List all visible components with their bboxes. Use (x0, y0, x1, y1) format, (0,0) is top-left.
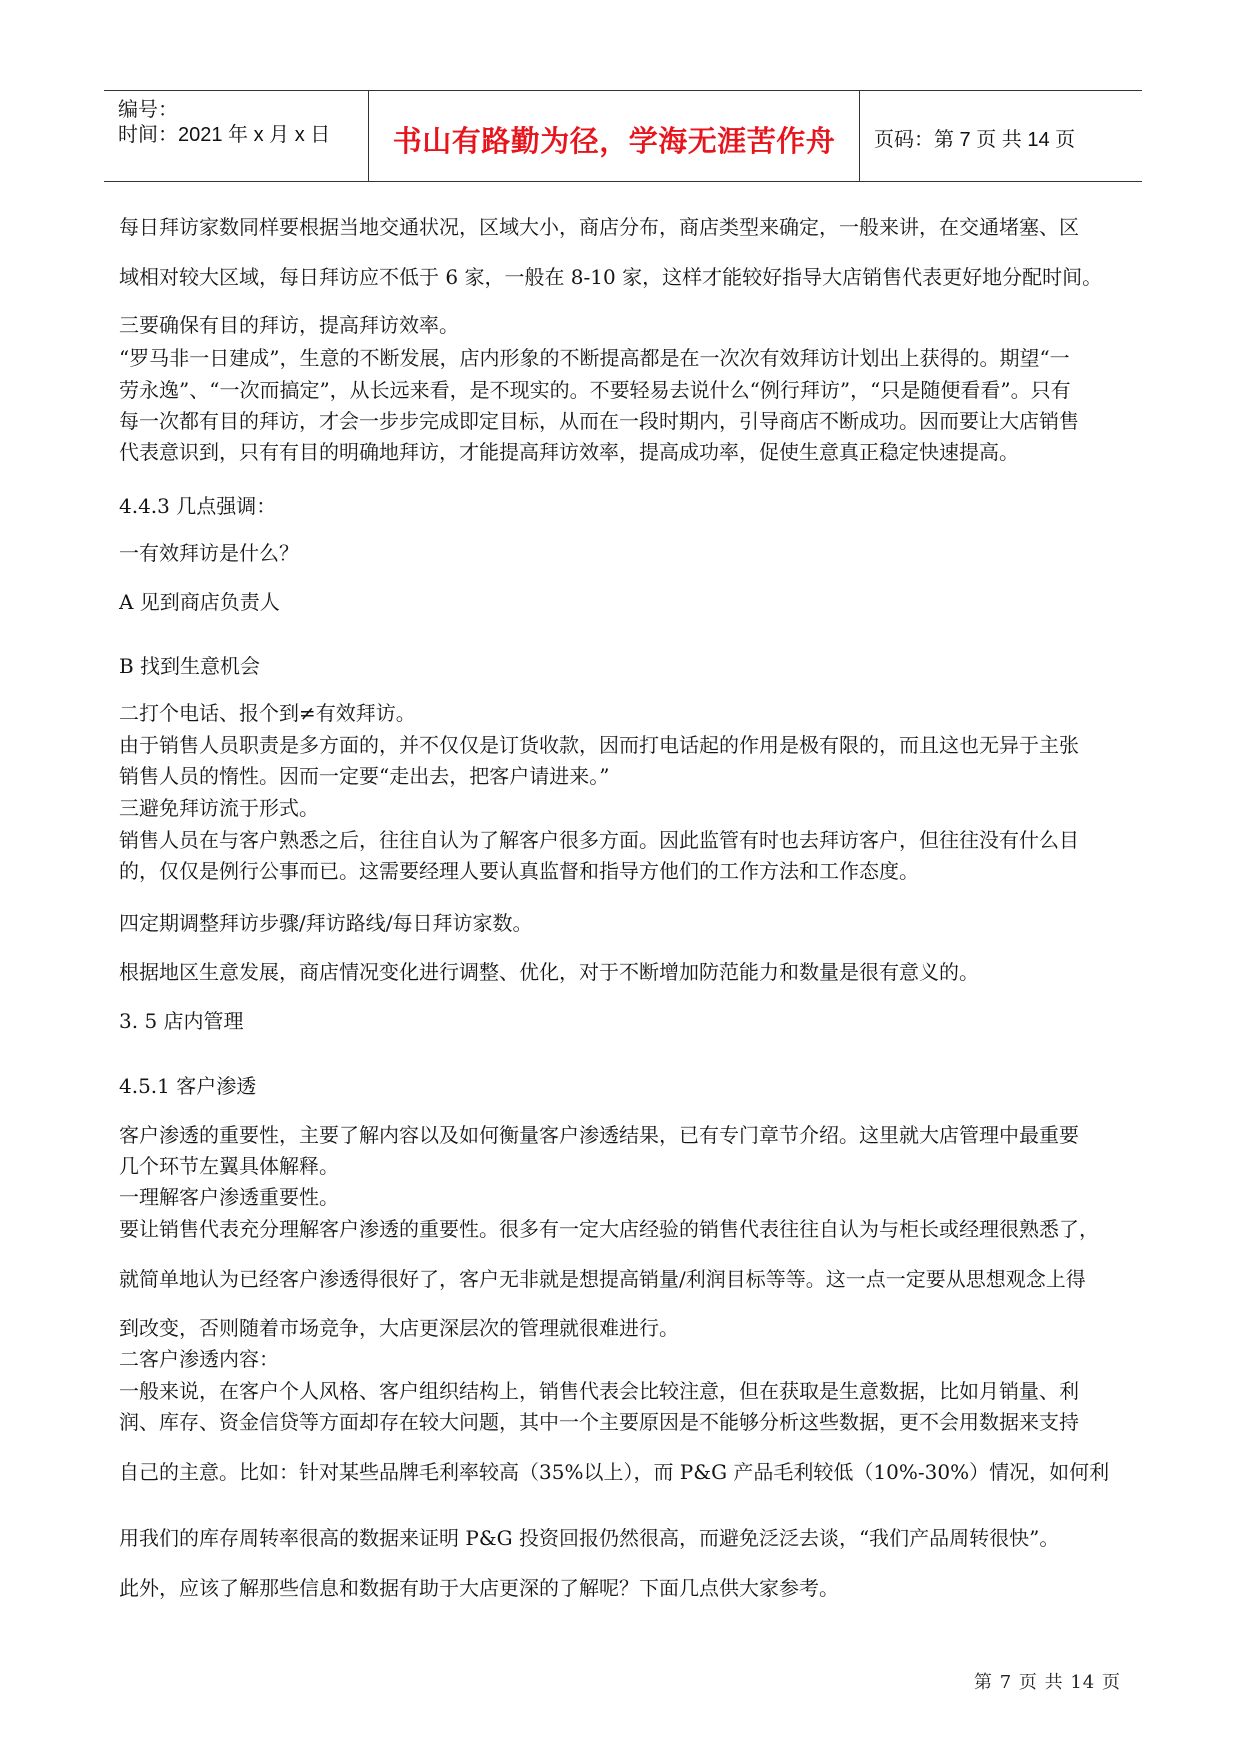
header-page-number: 页码：第 7 页 共 14 页 (874, 129, 1076, 151)
body-line: 3. 5 店内管理 (119, 1009, 244, 1033)
body-line: 四定期调整拜访步骤/拜访路线/每日拜访家数。 (119, 911, 533, 935)
document-number-label: 编号： (118, 99, 178, 121)
body-line: 到改变，否则随着市场竞争，大店更深层次的管理就很难进行。 (119, 1316, 679, 1340)
body-line: 由于销售人员职责是多方面的，并不仅仅是订货收款，因而打电话起的作用是极有限的，而且这也无异于主张 (119, 733, 1079, 757)
body-line: 三避免拜访流于形式。 (119, 796, 319, 820)
body-line: 销售人员在与客户熟悉之后，往往自认为了解客户很多方面。因此监管有时也去拜访客户，但往往没有什么目 (119, 828, 1079, 852)
page-header (104, 90, 1142, 182)
page-footer: 第 7 页 共 14 页 (974, 1672, 1121, 1693)
body-line: 几个环节左翼具体解释。 (119, 1154, 339, 1178)
body-line: 4.5.1 客户渗透 (119, 1074, 257, 1098)
body-line: 每日拜访家数同样要根据当地交通状况，区域大小，商店分布，商店类型来确定，一般来讲，在交通堵塞、区 (119, 215, 1079, 239)
body-line: 润、库存、资金信贷等方面却存在较大问题，其中一个主要原因是不能够分析这些数据，更不会用数据来支持 (119, 1410, 1079, 1434)
body-line: 的，仅仅是例行公事而已。这需要经理人要认真监督和指导方他们的工作方法和工作态度。 (119, 859, 919, 883)
body-line: 一理解客户渗透重要性。 (119, 1185, 339, 1209)
body-line: 4.4.3 几点强调： (119, 494, 277, 518)
body-line: 就简单地认为已经客户渗透得很好了，客户无非就是想提高销量/利润目标等等。这一点一定要从思想观念上得 (119, 1267, 1086, 1291)
body-line: 代表意识到，只有有目的明确地拜访，才能提高拜访效率，提高成功率，促使生意真正稳定快速提高。 (119, 440, 1019, 464)
body-line: 要让销售代表充分理解客户渗透的重要性。很多有一定大店经验的销售代表往往自认为与柜长或经理很熟悉了， (119, 1217, 1099, 1241)
header-motto-cell (368, 91, 860, 181)
body-line: 二客户渗透内容： (119, 1347, 279, 1371)
body-line: 二打个电话、报个到≠有效拜访。 (119, 701, 416, 725)
body-line: B 找到生意机会 (119, 654, 261, 678)
body-line: 域相对较大区域，每日拜访应不低于 6 家，一般在 8-10 家，这样才能较好指导大店销售代表更好地分配时间。 (119, 265, 1103, 289)
body-line: 一般来说，在客户个人风格、客户组织结构上，销售代表会比较注意，但在获取是生意数据，比如月销量、利 (119, 1379, 1079, 1403)
document-time-label: 时间：2021 年 x 月 x 日 (118, 124, 331, 146)
body-line: A 见到商店负责人 (119, 590, 280, 614)
body-line: 客户渗透的重要性，主要了解内容以及如何衡量客户渗透结果，已有专门章节介绍。这里就大店管理中最重要 (119, 1123, 1079, 1147)
body-line: 一有效拜访是什么？ (119, 541, 299, 565)
body-line: 根据地区生意发展，商店情况变化进行调整、优化，对于不断增加防范能力和数量是很有意义的。 (119, 960, 979, 984)
body-line: 用我们的库存周转率很高的数据来证明 P&G 投资回报仍然很高，而避免泛泛去谈，“我们产品周转很快”。 (119, 1526, 1060, 1550)
body-line: 劳永逸”、“一次而搞定”，从长远来看，是不现实的。不要轻易去说什么“例行拜访”，“只是随便看看”。只有 (119, 378, 1071, 402)
body-line: “罗马非一日建成”，生意的不断发展，店内形象的不断提高都是在一次次有效拜访计划出上获得的。期望“一 (119, 346, 1070, 370)
header-motto: 书山有路勤为径，学海无涯苦作舟 (392, 124, 836, 158)
header-meta (118, 91, 368, 181)
body-line: 每一次都有目的拜访，才会一步步完成即定目标，从而在一段时期内，引导商店不断成功。因而要让大店销售 (119, 409, 1079, 433)
body-line: 此外，应该了解那些信息和数据有助于大店更深的了解呢？下面几点供大家参考。 (119, 1576, 839, 1600)
body-line: 自己的主意。比如：针对某些品牌毛利率较高（35%以上），而 P&G 产品毛利较低（10%-30%）情况，如何利 (119, 1460, 1110, 1484)
header-page-cell (858, 91, 1142, 181)
body-line: 销售人员的惰性。因而一定要“走出去，把客户请进来。” (119, 764, 610, 788)
body-line: 三要确保有目的拜访，提高拜访效率。 (119, 313, 459, 337)
